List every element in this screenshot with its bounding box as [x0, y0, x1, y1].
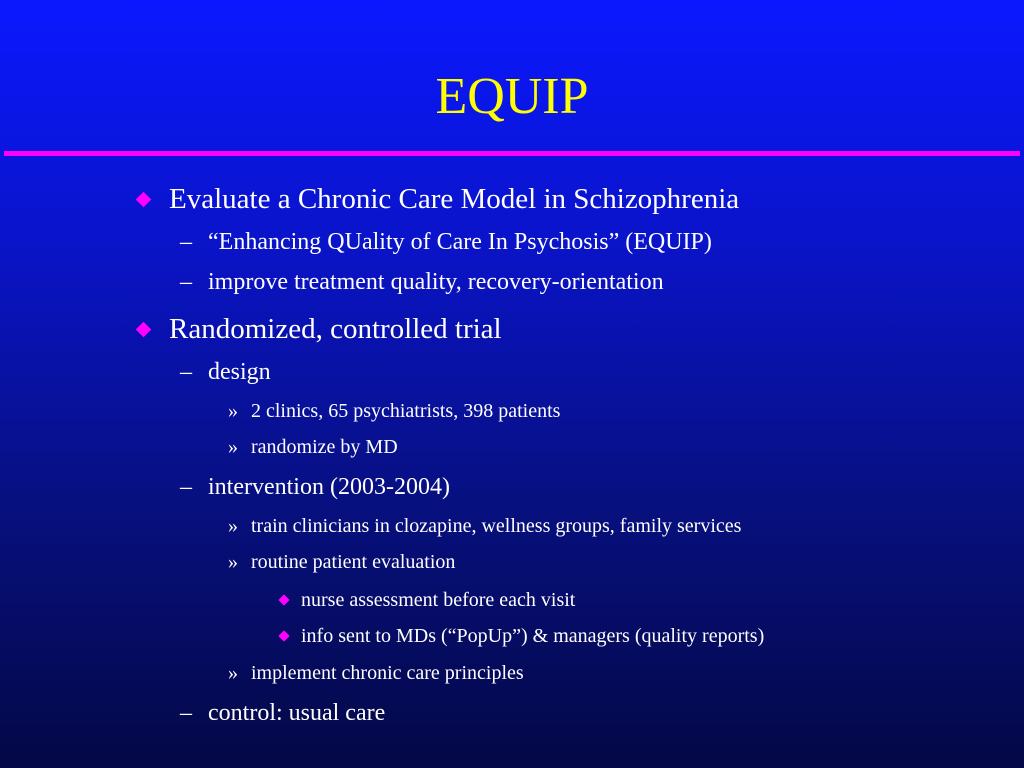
chevron-marker: »	[228, 662, 238, 684]
bullet-text: info sent to MDs (“PopUp”) & managers (quality reports)	[301, 625, 765, 647]
chevron-marker: »	[228, 400, 238, 422]
bullet-text: randomize by MD	[251, 436, 398, 458]
sub-bullet-item	[180, 357, 271, 387]
bullet-text: train clinicians in clozapine, wellness groups, family services	[251, 515, 742, 537]
bullet-text: “Enhancing QUality of Care In Psychosis” (EQUIP)	[208, 229, 712, 255]
sub-sub-bullet-item	[228, 434, 398, 460]
sub-sub-bullet-item	[228, 660, 524, 686]
dash-marker: –	[180, 700, 192, 726]
dash-marker: –	[180, 359, 192, 385]
bullet-text: nurse assessment before each visit	[301, 589, 576, 611]
bullet-text: design	[208, 359, 271, 385]
diamond-bullet-icon	[278, 594, 289, 605]
diamond-bullet-icon	[136, 321, 152, 337]
bullet-text: improve treatment quality, recovery-orientation	[208, 269, 664, 295]
level4-bullet-item	[276, 623, 764, 649]
diamond-bullet-icon	[278, 630, 289, 641]
sub-bullet-item	[180, 267, 664, 297]
chevron-marker: »	[228, 551, 238, 573]
sub-bullet-item	[180, 472, 450, 502]
sub-bullet-item	[180, 698, 385, 728]
bullet-text: 2 clinics, 65 psychiatrists, 398 patients	[251, 400, 561, 422]
bullet-text: control: usual care	[208, 700, 386, 726]
sub-sub-bullet-item	[228, 513, 741, 539]
sub-bullet-item	[180, 227, 712, 257]
chevron-marker: »	[228, 515, 238, 537]
dash-marker: –	[180, 474, 192, 500]
chevron-marker: »	[228, 436, 238, 458]
bullet-text: Randomized, controlled trial	[169, 313, 502, 345]
bullet-text: routine patient evaluation	[251, 551, 456, 573]
sub-sub-bullet-item	[228, 398, 560, 424]
slide-title: EQUIP	[435, 68, 589, 125]
bullet-item	[132, 182, 739, 216]
bullet-item	[132, 312, 502, 346]
level4-bullet-item	[276, 587, 575, 613]
bullet-text: intervention (2003-2004)	[208, 474, 450, 500]
bullet-text: Evaluate a Chronic Care Model in Schizophrenia	[169, 183, 740, 215]
dash-marker: –	[180, 269, 192, 295]
diamond-bullet-icon	[136, 191, 152, 207]
bullet-text: implement chronic care principles	[251, 662, 524, 684]
sub-sub-bullet-item	[228, 549, 455, 575]
dash-marker: –	[180, 229, 192, 255]
